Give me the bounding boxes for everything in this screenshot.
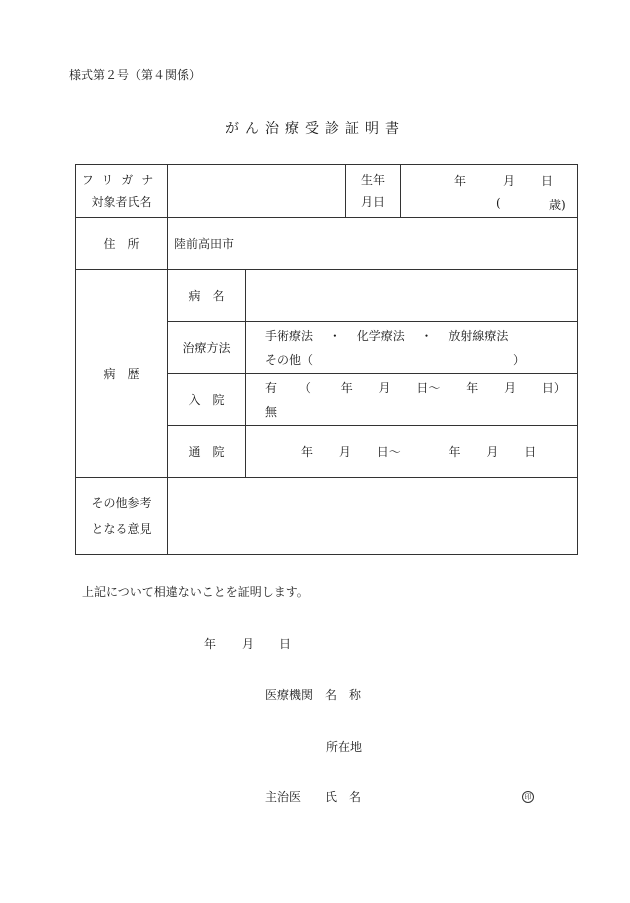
form-number: 様式第２号（第４関係） <box>69 68 202 82</box>
remarks-field[interactable] <box>168 478 578 555</box>
doctor-name-label: 主治医 氏 名 <box>265 790 362 804</box>
name-label-cell <box>76 165 168 218</box>
outpatient-field[interactable] <box>246 426 578 478</box>
remarks-label: その他参考 となる意見 <box>76 478 168 555</box>
birth-label-1: 生年 <box>361 173 386 187</box>
name-field[interactable] <box>168 165 346 218</box>
certification-statement: 上記について相違ないことを証明します。 <box>82 585 309 599</box>
seal-mark-icon: 印 <box>522 791 534 803</box>
institution-location-label: 所在地 <box>326 740 363 754</box>
address-value: 陸前高田市 <box>174 237 235 251</box>
admission-no[interactable]: 無 <box>265 404 278 419</box>
disease-label: 病 名 <box>168 270 246 322</box>
disease-field[interactable] <box>246 270 578 322</box>
institution-name-label: 医療機関 名 称 <box>265 688 362 702</box>
date-day: 日 <box>279 637 292 651</box>
name-label: 対象者氏名 <box>91 195 152 209</box>
name-row <box>76 165 578 218</box>
birth-year: 年 <box>454 174 467 188</box>
age-close: 歳) <box>549 198 566 212</box>
furigana-label: フリガナ <box>81 173 162 187</box>
treatment-option-surgery[interactable]: 手術療法 <box>265 328 314 343</box>
treatment-other: その他（ ） <box>265 352 526 367</box>
birth-day: 日 <box>541 174 554 188</box>
birth-month: 月 <box>503 174 516 188</box>
treatment-field[interactable] <box>246 322 578 374</box>
date-year: 年 <box>204 637 217 651</box>
admission-no-line <box>246 400 577 424</box>
treatment-other-label[interactable]: その他（ <box>265 352 314 367</box>
certificate-table <box>75 164 578 555</box>
age-open: ( <box>496 196 501 210</box>
address-row <box>76 218 578 270</box>
treatment-option-radiation[interactable]: 放射線療法 <box>448 328 509 343</box>
outpatient-dates: 年 月 日～ 年 月 日 <box>301 445 537 459</box>
date-month: 月 <box>242 637 255 651</box>
document-title: がん治療受診証明書 <box>225 121 405 137</box>
treatment-options: 手術療法 ・ 化学療法 ・ 放射線療法 <box>265 328 509 343</box>
admission-field[interactable] <box>246 374 578 426</box>
treatment-label: 治療方法 <box>168 322 246 374</box>
birth-label-2: 月日 <box>361 195 386 209</box>
address-label: 住 所 <box>76 218 168 270</box>
address-field[interactable] <box>168 218 578 270</box>
admission-yes-line: 有 （ 年 月 日～ 年 月 日） <box>265 380 566 395</box>
disease-row <box>76 270 578 322</box>
history-label: 病 歴 <box>76 270 168 478</box>
treatment-option-chemo[interactable]: 化学療法 <box>356 328 405 343</box>
admission-label: 入 院 <box>168 374 246 426</box>
outpatient-label: 通 院 <box>168 426 246 478</box>
birth-date-field[interactable] <box>401 165 577 217</box>
admission-yes[interactable]: 有 <box>265 380 278 395</box>
birth-cell <box>346 165 578 218</box>
remarks-row <box>76 478 578 555</box>
